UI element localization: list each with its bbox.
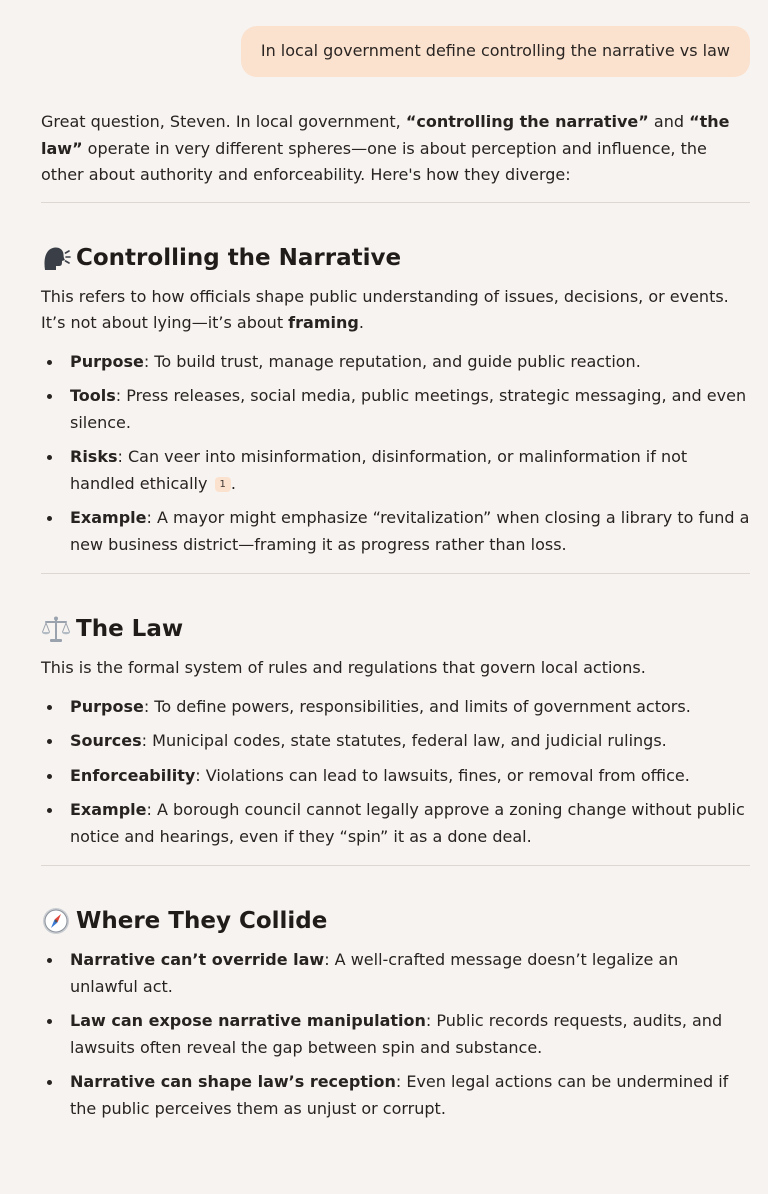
section-narrative: [41, 243, 750, 559]
list-item: [41, 728, 750, 755]
description-bold: framing: [288, 313, 359, 332]
section-description: [41, 655, 750, 682]
item-text: : A mayor might emphasize “revitalization” when closing a library to fund a new business district—framing it as progress rather than loss.: [70, 508, 750, 554]
bullet-list: [41, 349, 750, 559]
item-label: Enforceability: [70, 765, 196, 785]
speaking-head-icon: [41, 243, 71, 273]
description-text: This refers to how officials shape public understanding of issues, decisions, or events. It’s not about lying—it’s about: [41, 286, 729, 332]
user-message-text: In local government define controlling the narrative vs law: [260, 41, 730, 60]
item-text: : Press releases, social media, public meetings, strategic messaging, and even silence.: [70, 386, 747, 432]
item-label: Purpose: [70, 351, 144, 371]
list-item: [41, 1069, 750, 1122]
item-text: : A borough council cannot legally approve a zoning change without public notice and hearings, even if they “spin” it as a done deal.: [70, 800, 745, 846]
section-title: Where They Collide: [76, 908, 328, 934]
divider: [41, 202, 750, 203]
item-label: Example: [70, 508, 147, 527]
intro-text: operate in very different spheres—one is about perception and influence, the other about authority and enforceability. Here's how they diverge:: [41, 138, 707, 184]
section-title: The Law: [76, 616, 184, 642]
divider: [41, 573, 750, 574]
intro-text: Great question, Steven. In local government,: [41, 112, 406, 131]
item-text: : Municipal codes, state statutes, federal law, and judicial rulings.: [141, 731, 667, 750]
item-label: Sources: [70, 731, 142, 750]
list-item: [41, 383, 750, 436]
compass-icon: [41, 906, 71, 936]
list-item: [41, 1008, 750, 1061]
item-text: : Can veer into misinformation, disinformation, or malinformation if not handled ethically: [70, 447, 688, 493]
intro-term-narrative: “controlling the narrative”: [405, 112, 649, 131]
item-label: Example: [70, 800, 147, 819]
item-text: : Violations can lead to lawsuits, fines, or removal from office.: [195, 765, 690, 785]
description-text: This is the formal system of rules and regulations that govern local actions.: [41, 658, 646, 677]
citation-badge[interactable]: 1: [215, 477, 231, 492]
list-item: [41, 797, 750, 850]
item-label: Narrative can’t override law: [70, 950, 325, 969]
section-collide: [41, 906, 750, 1122]
balance-scale-icon: [41, 614, 71, 644]
divider: [41, 865, 750, 866]
bullet-list: [41, 947, 750, 1122]
item-text: : Even legal actions can be undermined if the public perceives them as unjust or corrupt.: [70, 1072, 729, 1118]
intro-term-law: “the law”: [41, 112, 730, 158]
list-item: [41, 694, 750, 721]
section-heading: [41, 906, 750, 936]
list-item: [41, 947, 750, 1000]
bullet-list: [41, 694, 750, 851]
item-text: : To define powers, responsibilities, and limits of government actors.: [143, 696, 691, 716]
user-message-bubble: [241, 26, 750, 77]
assistant-reply: [41, 109, 750, 1130]
item-text: : Public records requests, audits, and lawsuits often reveal the gap between spin and substance.: [70, 1011, 723, 1057]
item-label: Risks: [70, 447, 118, 466]
intro-paragraph: [41, 109, 750, 189]
intro-text: and: [648, 112, 690, 131]
section-heading: [41, 243, 750, 273]
section-law: [41, 614, 750, 850]
item-label: Law can expose narrative manipulation: [70, 1011, 426, 1030]
section-description: [41, 284, 750, 337]
section-heading: [41, 614, 750, 644]
list-item: [41, 444, 750, 497]
item-text: : A well-crafted message doesn’t legalize an unlawful act.: [70, 950, 679, 996]
description-text: .: [358, 313, 364, 332]
item-label: Narrative can shape law’s reception: [70, 1072, 396, 1091]
item-label: Tools: [70, 386, 116, 405]
section-title: Controlling the Narrative: [76, 244, 402, 271]
list-item: [41, 349, 750, 376]
item-text: .: [230, 473, 236, 493]
item-label: Purpose: [70, 696, 144, 716]
list-item: [41, 505, 750, 558]
item-text: : To build trust, manage reputation, and guide public reaction.: [143, 351, 641, 371]
list-item: [41, 763, 750, 790]
